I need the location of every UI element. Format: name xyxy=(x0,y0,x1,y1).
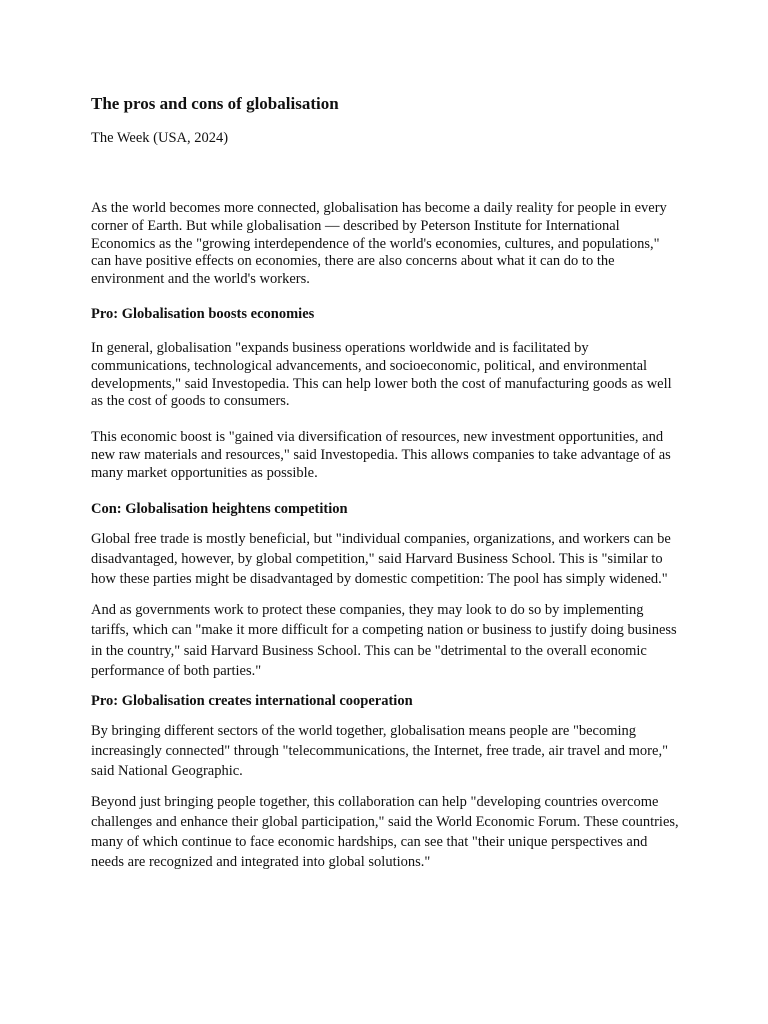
article-title: The pros and cons of globalisation xyxy=(91,94,339,113)
section-heading-1: Pro: Globalisation boosts economies xyxy=(91,305,315,322)
section1-paragraph-2: This economic boost is "gained via diversification of resources, new investment opportunities, and new raw materials and resources," said Investopedia. This allows companies to take advantage of as many market opportunities as possible. xyxy=(91,429,671,481)
section1-paragraph-1: In general, globalisation "expands business operations worldwide and is facilitated by communications, technological advancements, and socioeconomic, political, and environmental developments," said Investopedia. This can help lower both the cost of manufacturing goods as well as the cost of goods to consumers. xyxy=(91,339,672,410)
intro-paragraph: As the world becomes more connected, globalisation has become a daily reality for people in every corner of Earth. But while globalisation — described by Peterson Institute for International Economics as the "growing interdependence of the world's economies, cultures, and populations," can have positive effects on economies, there are also concerns about what it can do to the environment and the world's workers. xyxy=(91,200,667,288)
section2-paragraph-1: Global free trade is mostly beneficial, but "individual companies, organizations, and workers can be disadvantaged, however, by global competition," said Harvard Business School. This is "similar to how these parties might be disadvantaged by domestic competition: The pool has simply widened." xyxy=(91,530,671,587)
section-heading-3: Pro: Globalisation creates international cooperation xyxy=(91,692,413,709)
section3-paragraph-1: By bringing different sectors of the world together, globalisation means people are "becoming increasingly connected" through "telecommunications, the Internet, free trade, air travel and more," said National Geographic. xyxy=(91,722,668,780)
section2-paragraph-2: And as governments work to protect these companies, they may look to do so by implementing tariffs, which can "make it more difficult for a competing nation or business to justify doing business in the country," said Harvard Business School. This can be "detrimental to the overall economic performance of both parties." xyxy=(91,602,677,679)
section-heading-2: Con: Globalisation heightens competition xyxy=(91,500,348,517)
article-body xyxy=(91,93,683,872)
article-source: The Week (USA, 2024) xyxy=(91,130,229,146)
section3-paragraph-2: Beyond just bringing people together, this collaboration can help "developing countries overcome challenges and enhance their global participation," said the World Economic Forum. These countries, many of which continue to face economic hardships, can see that "their unique perspectives and needs are recognized and integrated into global solutions." xyxy=(91,793,679,871)
